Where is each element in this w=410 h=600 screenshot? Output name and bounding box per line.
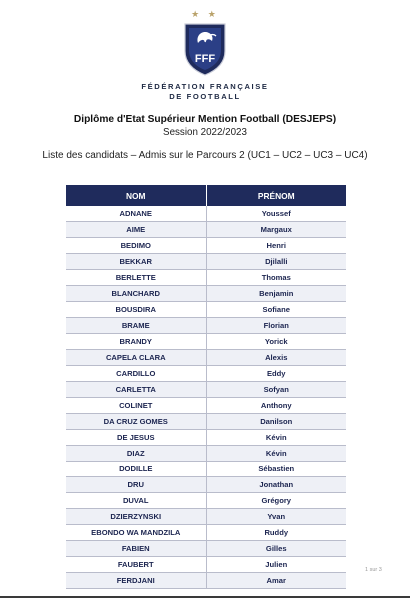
table-row	[66, 557, 346, 573]
cell-nom: DA CRUZ GOMES	[66, 413, 206, 429]
cell-prenom: Sofiane	[206, 302, 346, 318]
cell-nom: BLANCHARD	[66, 286, 206, 302]
cell-nom: CARLETTA	[66, 381, 206, 397]
emblem-text: FFF	[194, 53, 216, 65]
cell-prenom: Gilles	[206, 541, 346, 557]
cell-prenom: Alexis	[206, 349, 346, 365]
column-header-nom: NOM	[66, 185, 206, 206]
fff-logo	[0, 8, 410, 102]
cell-nom: CAPELA CLARA	[66, 349, 206, 365]
bottom-rule	[0, 596, 410, 598]
cell-nom: EBONDO WA MANDZILA	[66, 525, 206, 541]
cell-prenom: Jonathan	[206, 477, 346, 493]
cell-nom: FERDJANI	[66, 573, 206, 589]
table-row	[66, 349, 346, 365]
cell-prenom: Youssef	[206, 206, 346, 222]
cell-prenom: Yorick	[206, 334, 346, 350]
document-header	[0, 113, 410, 162]
table-header-row	[66, 185, 346, 206]
table-row	[66, 429, 346, 445]
cell-nom: DUVAL	[66, 493, 206, 509]
federation-name-line1: FÉDÉRATION FRANÇAISE	[141, 82, 269, 91]
table-row	[66, 525, 346, 541]
table-row	[66, 381, 346, 397]
cell-nom: DRU	[66, 477, 206, 493]
cell-prenom: Sébastien	[206, 461, 346, 477]
cell-nom: BERLETTE	[66, 270, 206, 286]
cell-nom: FABIEN	[66, 541, 206, 557]
table-row	[66, 397, 346, 413]
cell-prenom: Djilalli	[206, 254, 346, 270]
table-row	[66, 541, 346, 557]
table-row	[66, 365, 346, 381]
cell-nom: DZIERZYNSKI	[66, 509, 206, 525]
cell-nom: ADNANE	[66, 206, 206, 222]
table-row	[66, 222, 346, 238]
stars-icon: ★ ★	[191, 9, 219, 19]
table-row	[66, 206, 346, 222]
fff-shield-icon	[182, 21, 228, 77]
table-row	[66, 509, 346, 525]
cell-prenom: Thomas	[206, 270, 346, 286]
cell-prenom: Amar	[206, 573, 346, 589]
cell-prenom: Sofyan	[206, 381, 346, 397]
cell-nom: BRAME	[66, 318, 206, 334]
document-title: Diplôme d'Etat Supérieur Mention Football (DESJEPS)	[73, 114, 337, 125]
page-number: 1 sur 3	[365, 567, 382, 573]
cell-nom: BOUSDIRA	[66, 302, 206, 318]
cell-prenom: Florian	[206, 318, 346, 334]
session-label: Session 2022/2023	[163, 127, 247, 138]
cell-prenom: Henri	[206, 238, 346, 254]
table-row	[66, 254, 346, 270]
table-row	[66, 302, 346, 318]
cell-prenom: Kévin	[206, 429, 346, 445]
cell-prenom: Grégory	[206, 493, 346, 509]
table-body	[66, 206, 346, 589]
cell-nom: COLINET	[66, 397, 206, 413]
table-row	[66, 413, 346, 429]
table-row	[66, 238, 346, 254]
cell-prenom: Benjamin	[206, 286, 346, 302]
cell-prenom: Anthony	[206, 397, 346, 413]
cell-nom: DODILLE	[66, 461, 206, 477]
table-row	[66, 493, 346, 509]
cell-nom: CARDILLO	[66, 365, 206, 381]
cell-nom: AIME	[66, 222, 206, 238]
candidates-table	[66, 185, 346, 589]
table-row	[66, 573, 346, 589]
cell-prenom: Ruddy	[206, 525, 346, 541]
table-row	[66, 461, 346, 477]
cell-nom: BEDIMO	[66, 238, 206, 254]
table-row	[66, 318, 346, 334]
cell-prenom: Danilson	[206, 413, 346, 429]
federation-name-line2: DE FOOTBALL	[169, 92, 241, 101]
column-header-prenom: PRÉNOM	[206, 185, 346, 206]
cell-nom: FAUBERT	[66, 557, 206, 573]
cell-prenom: Yvan	[206, 509, 346, 525]
cell-nom: BRANDY	[66, 334, 206, 350]
cell-prenom: Kévin	[206, 445, 346, 461]
list-subtitle: Liste des candidats – Admis sur le Parcours 2 (UC1 – UC2 – UC3 – UC4)	[42, 150, 368, 161]
table-row	[66, 270, 346, 286]
cell-nom: BEKKAR	[66, 254, 206, 270]
table-row	[66, 286, 346, 302]
cell-nom: DE JESUS	[66, 429, 206, 445]
cell-prenom: Julien	[206, 557, 346, 573]
cell-nom: DIAZ	[66, 445, 206, 461]
table-row	[66, 334, 346, 350]
cell-prenom: Eddy	[206, 365, 346, 381]
table-row	[66, 445, 346, 461]
table-row	[66, 477, 346, 493]
cell-prenom: Margaux	[206, 222, 346, 238]
